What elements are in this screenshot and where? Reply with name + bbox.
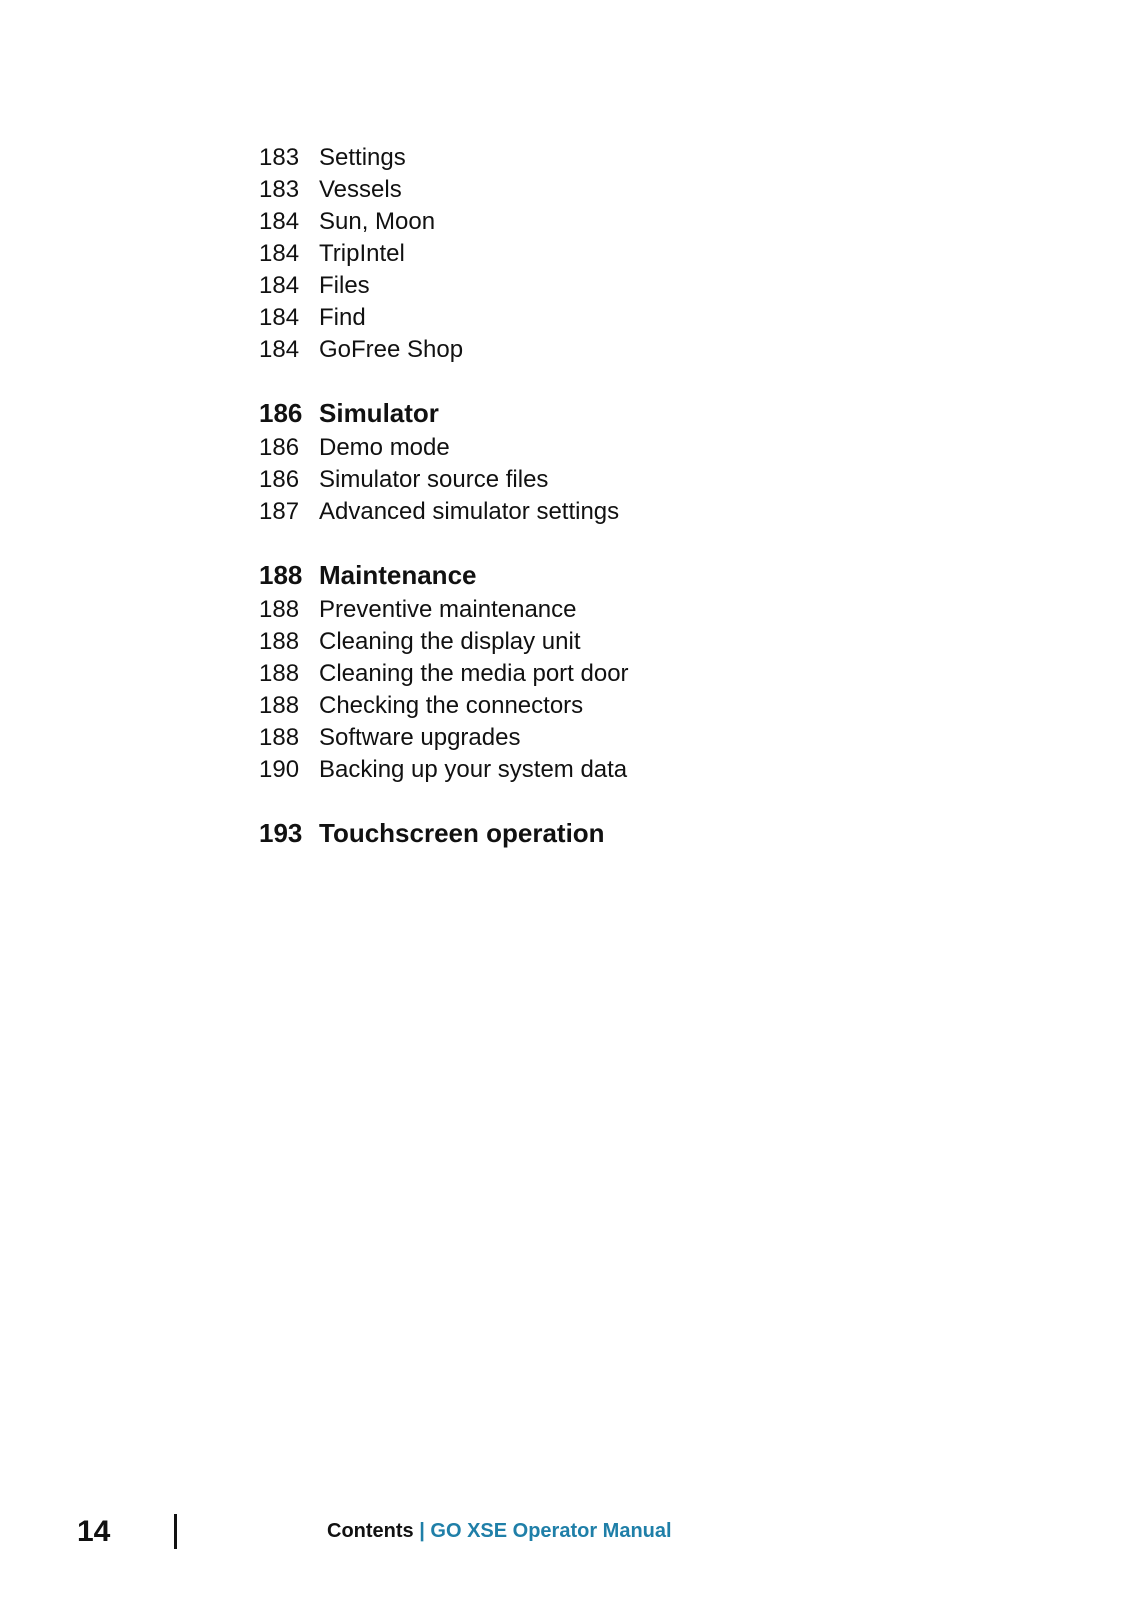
toc-entry-title: Files: [319, 272, 370, 299]
toc-heading-title: Simulator: [319, 398, 439, 428]
toc-entry-cleaning-media-port-door[interactable]: [259, 658, 959, 690]
toc-heading-title: Maintenance: [319, 560, 477, 590]
toc-page-number: 187: [259, 498, 300, 525]
footer-manual-title: GO XSE Operator Manual: [430, 1520, 672, 1542]
toc-page-number: 184: [259, 272, 300, 299]
toc-entry-files[interactable]: [259, 270, 959, 302]
toc-page-number: 184: [259, 336, 300, 363]
toc-entry-preventive-maintenance[interactable]: [259, 594, 959, 626]
footer-divider: [174, 1514, 177, 1549]
toc-heading-touchscreen-operation[interactable]: [259, 814, 959, 852]
toc-entry-title: Settings: [319, 144, 406, 171]
toc-entry-simulator-source-files[interactable]: [259, 464, 959, 496]
toc-entry-title: TripIntel: [319, 240, 405, 267]
toc-heading-maintenance[interactable]: [259, 556, 959, 594]
toc-entry-title: Checking the connectors: [319, 692, 584, 719]
toc-entry-title: Demo mode: [319, 434, 450, 461]
toc-entry-sun-moon[interactable]: [259, 206, 959, 238]
toc-page-number: 183: [259, 144, 300, 171]
toc-entry-demo-mode[interactable]: [259, 432, 959, 464]
toc-group-misc: [259, 142, 959, 366]
footer-section-name: Contents: [327, 1520, 414, 1542]
toc-entry-title: Simulator source files: [319, 466, 549, 493]
toc-entry-gofree-shop[interactable]: [259, 334, 959, 366]
toc-heading-page-number: 193: [259, 818, 303, 848]
toc-entry-title: Cleaning the media port door: [319, 660, 629, 687]
footer-page-number: 14: [77, 1515, 111, 1548]
footer-separator: |: [419, 1520, 425, 1542]
toc-section-touchscreen: [259, 814, 959, 852]
toc-entry-title: Software upgrades: [319, 724, 521, 751]
toc-entry-find[interactable]: [259, 302, 959, 334]
toc-page-number: 188: [259, 724, 300, 751]
toc-entry-advanced-simulator-settings[interactable]: [259, 496, 959, 528]
toc-entry-title: Find: [319, 304, 366, 331]
toc-page-number: 184: [259, 240, 300, 267]
toc-section-maintenance: [259, 556, 959, 786]
toc-page-number: 186: [259, 466, 300, 493]
toc-entry-title: Vessels: [319, 176, 402, 203]
toc-entry-software-upgrades[interactable]: [259, 722, 959, 754]
toc-heading-page-number: 186: [259, 398, 303, 428]
toc-entry-settings[interactable]: [259, 142, 959, 174]
toc-entry-vessels[interactable]: [259, 174, 959, 206]
toc-entry-title: Sun, Moon: [319, 208, 436, 235]
toc-heading-page-number: 188: [259, 560, 303, 590]
table-of-contents: [259, 142, 959, 852]
toc-entry-tripintel[interactable]: [259, 238, 959, 270]
toc-page-number: 188: [259, 660, 300, 687]
toc-entry-title: Backing up your system data: [319, 756, 628, 783]
toc-heading-title: Touchscreen operation: [319, 818, 605, 848]
toc-entry-title: GoFree Shop: [319, 336, 464, 363]
toc-page-number: 186: [259, 434, 300, 461]
toc-page-number: 183: [259, 176, 300, 203]
footer-running-title: [327, 1518, 672, 1544]
toc-section-simulator: [259, 394, 959, 528]
toc-entry-title: Preventive maintenance: [319, 596, 577, 623]
toc-page-number: 188: [259, 692, 300, 719]
toc-entry-checking-connectors[interactable]: [259, 690, 959, 722]
toc-page-number: 190: [259, 756, 300, 783]
toc-page-number: 184: [259, 208, 300, 235]
toc-page-number: 188: [259, 596, 300, 623]
toc-heading-simulator[interactable]: [259, 394, 959, 432]
toc-entry-title: Advanced simulator settings: [319, 498, 620, 525]
toc-page-number: 184: [259, 304, 300, 331]
toc-entry-cleaning-display-unit[interactable]: [259, 626, 959, 658]
toc-entry-title: Cleaning the display unit: [319, 628, 581, 655]
toc-entry-backing-up-system-data[interactable]: [259, 754, 959, 786]
toc-page-number: 188: [259, 628, 300, 655]
